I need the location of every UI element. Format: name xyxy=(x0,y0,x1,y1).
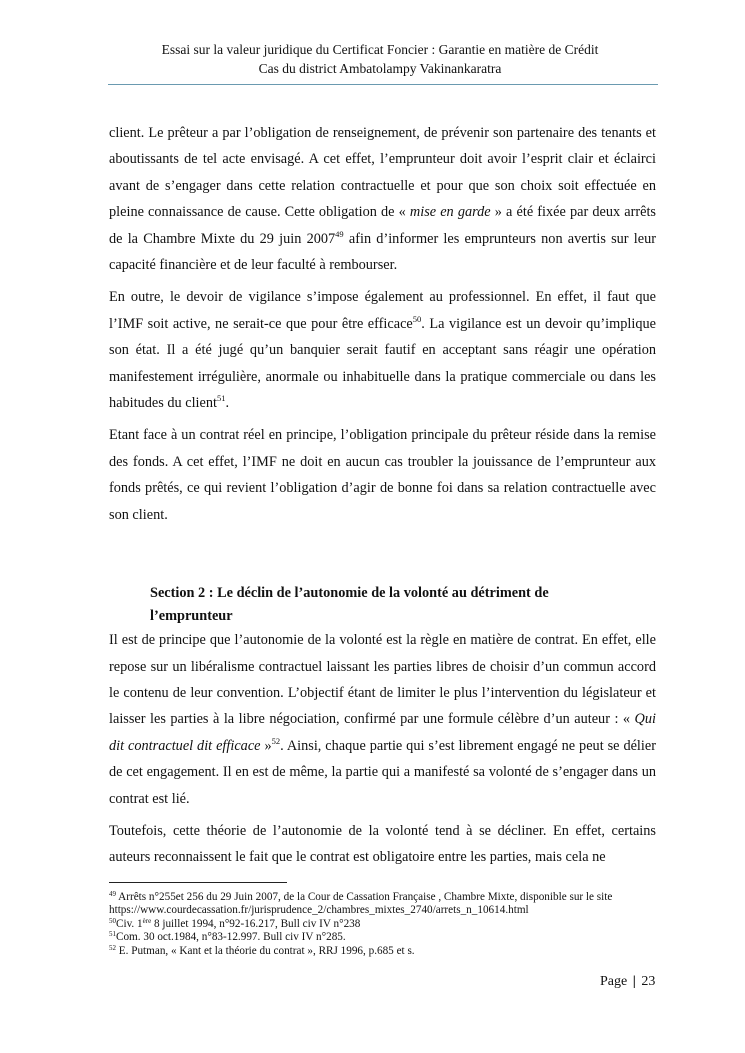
main-text xyxy=(109,120,656,871)
footnote-divider xyxy=(109,882,287,883)
footnote-ref-49[interactable]: 49 xyxy=(335,228,344,239)
footnote-ref-50[interactable]: 50 xyxy=(412,313,422,324)
footnote-52: $^{52}$ E. Putman, « Kant et la théorie du contrat », RRJ 1996, p.685 et s. xyxy=(109,943,415,957)
page-separator: | xyxy=(632,974,636,989)
footnote-50: $^{50}$Civ. 1ère 8 juillet 1994, n°92-16.217, Bull civ IV n°238 xyxy=(109,916,361,930)
paragraph-5: Toutefois, cette théorie de l’autonomie de la volonté tend à se décliner. En effet, certains auteurs reconnaissent le fait que le contrat est obligatoire entre les parties, mais cela ne xyxy=(109,822,656,866)
page-label: Page xyxy=(600,974,628,989)
footnote-ref-51[interactable]: 51 xyxy=(217,393,226,404)
header-divider xyxy=(108,84,658,85)
paragraph-3: Etant face à un contrat réel en principe, l’obligation principale du prêteur réside dans la remise des fonds. A cet effet, l’IMF ne doit en aucun cas troubler la jouissance de l’emprunteur aux fonds prêtés, ce qui revient l’obligation d’agir de bonne foi dans sa relation contractuelle avec son client. xyxy=(109,427,656,523)
paragraph-1: client. Le prêteur a par l’obligation de renseignement, de prévenir son partenaire des tenants et aboutissants de tel acte envisagé. A cet effet, l’emprunteur doit avoir l’esprit clair et éclairci avant de s’engager dans cette relation contractuelle et pour que son choix soit effectuée en pleine connaissance de cause. Cette obligation de « mise en garde » a été fixée par deux arrêts de la Chambre Mixte du 29 juin 2007$^{49}$ afin d’informer les emprunteurs non avertis sur leur capacité financière et de leur faculté à rembourser. xyxy=(109,125,656,274)
paragraph-4: Il est de principe que l’autonomie de la volonté est la règle en matière de contrat. En effet, elle repose sur un libéralisme contractuel laissant les parties libres de choisir d’un commun accord le contenu de leur convention. L’objectif étant de limiter le plus l’intervention du législateur et laisser les parties à la libre négociation, confirmé par une formule célèbre d’un auteur : « Qui dit contractuel dit efficace »$^{52}$. Ainsi, chaque partie qui s’est librement engagé ne peut se délier de cet engagement. Il en est de même, la partie qui a manifesté sa volonté de s’engager dans un contrat est lié. xyxy=(109,632,656,807)
header-title-line2: Cas du district Ambatolampy Vakinankaratra xyxy=(258,61,502,76)
running-header xyxy=(100,40,660,78)
page-number xyxy=(600,974,655,990)
footnote-ref-52[interactable]: 52 xyxy=(271,735,281,746)
paragraph-2: En outre, le devoir de vigilance s’impose également au professionnel. En effet, il faut que l’IMF soit active, ne serait-ce que pour être efficace$^{50}$. La vigilance est un devoir qu’implique son état. Il a été jugé qu’un banquier serait fautif en acceptant sans réagir une opération manifestement irrégulière, anormale ou inhabituelle dans la pratique commerciale ou dans les habitudes du client$^{51}$. xyxy=(109,289,656,412)
footnote-49: $^{49}$ Arrêts n°255et 256 du 29 Juin 2007, de la Cour de Cassation Française , Chambre Mixte, disponible sur le site https://www.courdecassation.fr/jurisprudence_2/chambres_mixtes_2740/arrets_n_10614.html xyxy=(109,890,613,917)
section-heading: Section 2 : Le déclin de l’autonomie de la volonté au détriment de xyxy=(150,585,549,602)
footnotes xyxy=(109,891,659,958)
footnote-51: $^{51}$Com. 30 oct.1984, n°83-12.997. Bull civ IV n°285. xyxy=(109,930,346,944)
page-number-value: 23 xyxy=(641,974,656,989)
header-title-line1: Essai sur la valeur juridique du Certificat Foncier : Garantie en matière de Crédit xyxy=(161,42,599,57)
section-heading-cont: l’emprunteur xyxy=(150,608,233,625)
